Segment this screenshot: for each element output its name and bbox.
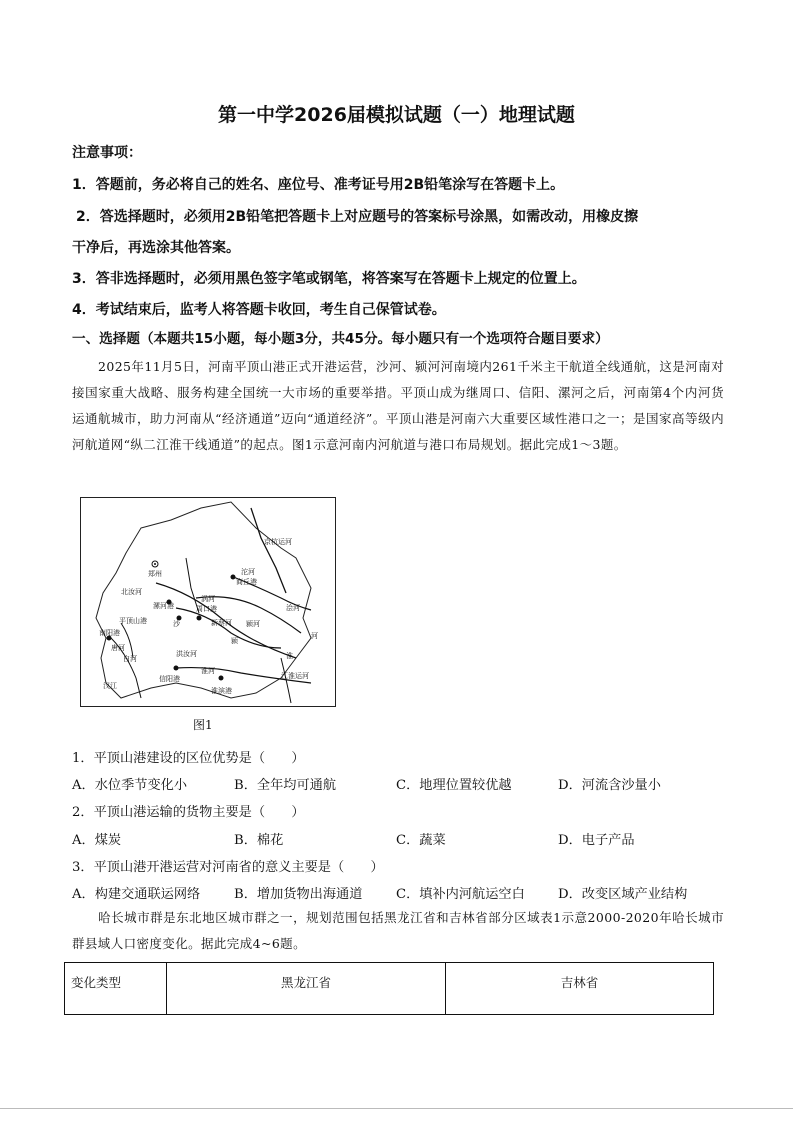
question-options <box>72 774 732 793</box>
option: C．填补内河航运空白 <box>396 887 525 902</box>
map-label: 沱河 <box>241 568 255 576</box>
map-figure <box>80 497 336 707</box>
passage-2 <box>72 905 724 957</box>
passage-2-text: 哈长城市群是东北地区城市群之一，规划范围包括黑龙江省和吉林省部分区域表1示意2000-2020年哈长城市群县域人口密度变化。据此完成4~6题。 <box>72 910 724 951</box>
map-label: 周口港 <box>196 605 217 613</box>
option: D．电子产品 <box>558 833 635 848</box>
option: A．煤炭 <box>72 833 122 848</box>
map-label: 南阳港 <box>99 629 120 637</box>
map-label: 颍 <box>231 637 238 645</box>
option: D．河流含沙量小 <box>558 778 661 793</box>
option: B．棉花 <box>234 833 284 848</box>
option: B．增加货物出海通道 <box>234 887 363 902</box>
notice-item: 干净后，再选涂其他答案。 <box>72 240 240 256</box>
notice-heading: 注意事项： <box>72 145 142 161</box>
table-row <box>65 963 714 1015</box>
figure-caption: 图1 <box>193 718 213 732</box>
question-stem: 2．平顶山港运输的货物主要是（ ） <box>72 805 305 820</box>
map-label: 江淮运河 <box>281 672 309 680</box>
map-label: 汉江 <box>103 682 117 690</box>
map-label: 唐河 <box>111 644 125 652</box>
option: D．改变区域产业结构 <box>558 887 688 902</box>
notice-item: 4．考试结束后，监考人将答题卡收回，考生自己保管试卷。 <box>72 302 446 318</box>
question-options <box>72 829 732 848</box>
map-label: 京杭运河 <box>264 538 292 546</box>
map-label: 沙 <box>173 620 180 628</box>
map-label: 涡河 <box>201 595 215 603</box>
map-label: 浍河 <box>286 604 300 612</box>
map-label: 淮河 <box>201 667 215 675</box>
section-heading: 一、选择题（本题共15小题，每小题3分，共45分。每小题只有一个选项符合题目要求） <box>72 331 609 347</box>
map-label: 河 <box>311 632 318 640</box>
page-bottom-rule <box>0 1108 793 1109</box>
option: B．全年均可通航 <box>234 778 337 793</box>
question-stem: 1．平顶山港建设的区位优势是（ ） <box>72 751 305 766</box>
question-stem: 3．平顶山港开港运营对河南省的意义主要是（ ） <box>72 860 384 875</box>
table-header: 变化类型 <box>65 963 167 1015</box>
map-label: 平顶山港 <box>119 617 147 625</box>
table-header: 黑龙江省 <box>167 963 446 1015</box>
option: C．地理位置较优越 <box>396 778 512 793</box>
table-header: 吉林省 <box>446 963 714 1015</box>
map-label: 淮滨港 <box>211 687 232 695</box>
map-label: 新蔡河 <box>211 619 232 627</box>
map-label: 洪汝河 <box>176 650 197 658</box>
map-label: 颍河 <box>246 620 260 628</box>
map-label: 商丘港 <box>236 578 257 586</box>
map-label: 淮 <box>286 652 293 660</box>
notice-item: 2．答选择题时，必须用2B铅笔把答题卡上对应题号的答案标号涂黑，如需改动，用橡皮擦 <box>76 209 639 225</box>
passage-1-text: 2025年11月5日，河南平顶山港正式开港运营，沙河、颍河河南境内261千米主干航道全线通航，这是河南对接国家重大战略、服务构建全国统一大市场的重要举措。平顶山成为继周口、信阳、漯河之后，河南第4个内河货运通航城市，助力河南从“经济通道”迈向“通道经济”。平顶山港是河南六大重要区域性港口之一；是国家高等级内河航道网“纵二江淮干线通道”的起点。图1示意河南内河航道与港口布局规划。据此完成1～3题。 <box>72 359 724 452</box>
map-label: 漯河港 <box>153 602 174 610</box>
passage-1 <box>72 354 724 458</box>
option: A．构建交通联运网络 <box>72 887 201 902</box>
notice-item: 1．答题前，务必将自己的姓名、座位号、准考证号用2B铅笔涂写在答题卡上。 <box>72 177 565 193</box>
map-label: 郑州 <box>148 570 162 578</box>
page-title: 第一中学2026届模拟试题（一）地理试题 <box>218 104 575 126</box>
map-label: 信阳港 <box>159 675 180 683</box>
notice-item: 3．答非选择题时，必须用黑色签字笔或钢笔，将答案写在答题卡上规定的位置上。 <box>72 271 586 287</box>
data-table <box>64 962 714 1015</box>
map-label: 北汝河 <box>121 588 142 596</box>
map-label: 白河 <box>123 655 137 663</box>
option: A．水位季节变化小 <box>72 778 188 793</box>
question-options <box>72 883 732 902</box>
option: C．蔬菜 <box>396 833 446 848</box>
